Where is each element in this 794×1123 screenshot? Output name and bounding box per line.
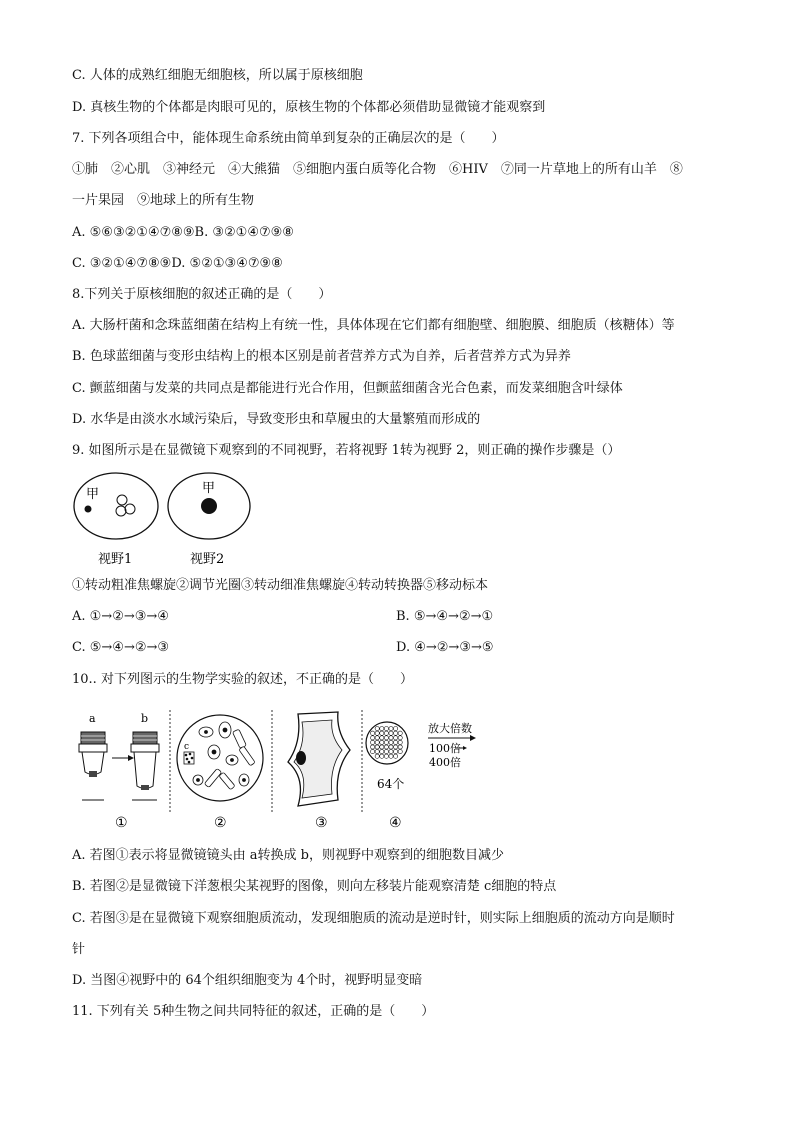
cell-c	[184, 752, 194, 764]
view-1-bubble	[117, 495, 127, 505]
question-9: 9. 如图所示是在显微镜下观察到的不同视野，若将视野 1转为视野 2，则正确的操作步骤是（）	[72, 443, 621, 458]
question-8-option-b: B. 色球蓝细菌与变形虫结构上的根本区别是前者营养方式为自养，后者营养方式为异养	[72, 349, 571, 364]
tissue-cell	[380, 754, 384, 758]
tissue-cell	[371, 736, 375, 740]
question-7-items-2: 一片果园 ⑨地球上的所有生物	[72, 193, 255, 208]
view-1-jia-label: 甲	[86, 487, 100, 502]
tissue-cell	[375, 750, 379, 754]
tissue-cell	[398, 731, 402, 735]
tissue-cell	[398, 750, 402, 754]
tissue-cell	[375, 736, 379, 740]
question-9-figure	[70, 470, 260, 570]
figure-number-1: ①	[115, 815, 128, 831]
tissue-cell	[389, 745, 393, 749]
question-10-figure	[72, 708, 482, 834]
tissue-cell	[394, 731, 398, 735]
magnification-400x: 400倍	[429, 756, 461, 769]
question-7-options-cd: C. ③②①④⑦⑧⑨D. ⑤②①③④⑦⑨⑧	[72, 256, 283, 271]
tissue-cell	[394, 754, 398, 758]
magnification-arrow-head	[470, 735, 476, 741]
question-8-option-c: C. 颤蓝细菌与发菜的共同点是都能进行光合作用，但颤蓝细菌含光合色素，而发菜细胞含叶绿体	[72, 381, 623, 396]
view-1-caption: 视野1	[98, 552, 133, 567]
tissue-cell	[398, 736, 402, 740]
question-10-option-c-cont: 针	[72, 942, 86, 957]
tissue-cell	[394, 745, 398, 749]
question-8: 8.下列关于原核细胞的叙述正确的是（ ）	[72, 287, 332, 302]
tissue-cell	[389, 727, 393, 731]
view-1-bubble	[125, 504, 135, 514]
cell-c-label: c	[184, 742, 190, 752]
plant-cell-nucleus	[296, 751, 306, 765]
tissue-cell	[380, 745, 384, 749]
tissue-cell	[375, 727, 379, 731]
tissue-cell	[389, 731, 393, 735]
lens-b-label: b	[141, 712, 149, 725]
question-8-option-a: A. 大肠杆菌和念珠蓝细菌在结构上有统一性，具体体现在它们都有细胞壁、细胞膜、细胞质（核糖体）等	[72, 318, 675, 333]
figure-number-4: ④	[389, 815, 402, 831]
lens-a-label: a	[89, 712, 96, 725]
question-7-items-1: ①肺 ②心肌 ③神经元 ④大熊猫 ⑤细胞内蛋白质等化合物 ⑥HIV ⑦同一片草地上的所有山羊 ⑧	[72, 162, 683, 177]
option-c-prev: C. 人体的成熟红细胞无细胞核，所以属于原核细胞	[72, 68, 363, 83]
magnification-arrow-small-head	[463, 746, 467, 750]
tissue-cell	[375, 754, 379, 758]
objective-lens-a	[79, 732, 107, 777]
question-10: 10.. 对下列图示的生物学实验的叙述，不正确的是（ ）	[72, 672, 413, 687]
tissue-cell	[371, 740, 375, 744]
figure-number-2: ②	[214, 815, 227, 831]
figure-number-3: ③	[315, 815, 328, 831]
tissue-cell	[389, 736, 393, 740]
tissue-cell	[384, 740, 388, 744]
question-7-options-ab: A. ⑤⑥③②①④⑦⑧⑨B. ③②①④⑦⑨⑧	[72, 225, 294, 240]
view-1-small-cell	[85, 506, 92, 513]
tissue-cell	[389, 740, 393, 744]
view-1-bubble	[116, 506, 126, 516]
magnification-100x: 100倍	[429, 742, 461, 755]
tissue-cell	[380, 736, 384, 740]
tissue-cell	[384, 745, 388, 749]
tissue-cell	[380, 750, 384, 754]
tissue-cell	[389, 754, 393, 758]
tissue-cell	[380, 740, 384, 744]
question-10-option-c: C. 若图③是在显微镜下观察细胞质流动，发现细胞质的流动是逆时针，则实际上细胞质的流动方向是顺时	[72, 911, 675, 926]
objective-lens-b	[131, 732, 159, 790]
tissue-cell	[394, 750, 398, 754]
cell-count-label: 64个	[377, 777, 405, 791]
question-8-option-d: D. 水华是由淡水水域污染后，导致变形虫和草履虫的大量繁殖而形成的	[72, 412, 481, 427]
tissue-cell	[371, 745, 375, 749]
tissue-cell	[394, 740, 398, 744]
question-10-option-d: D. 当图④视野中的 64个组织细胞变为 4个时，视野明显变暗	[72, 973, 423, 988]
tissue-cell	[380, 731, 384, 735]
question-9-option-a: A. ①→②→③→④	[72, 609, 169, 624]
tissue-cell	[384, 750, 388, 754]
tissue-cell	[398, 745, 402, 749]
question-9-option-c: C. ⑤→④→②→③	[72, 640, 170, 655]
tissue-cell	[371, 750, 375, 754]
tissue-cell	[384, 754, 388, 758]
question-10-option-b: B. 若图②是显微镜下洋葱根尖某视野的图像，则向左移装片能观察清楚 c细胞的特点	[72, 879, 557, 894]
tissue-cell	[380, 727, 384, 731]
question-7: 7. 下列各项组合中，能体现生命系统由简单到复杂的正确层次的是（ ）	[72, 131, 505, 146]
question-11: 11. 下列有关 5种生物之间共同特征的叙述，正确的是（ ）	[72, 1004, 435, 1019]
tissue-cell	[389, 750, 393, 754]
view-2-large-cell	[201, 498, 217, 514]
tissue-cell	[394, 736, 398, 740]
question-9-steps: ①转动粗准焦螺旋②调节光圈③转动细准焦螺旋④转动转换器⑤移动标本	[72, 578, 489, 593]
tissue-cell	[375, 731, 379, 735]
tissue-cell	[384, 731, 388, 735]
view-2-caption: 视野2	[190, 552, 225, 567]
tissue-cell	[375, 740, 379, 744]
question-9-option-b: B. ⑤→④→②→①	[396, 609, 494, 624]
question-9-option-d: D. ④→②→③→⑤	[396, 640, 494, 655]
switch-arrow-head	[128, 755, 134, 761]
tissue-cell	[398, 740, 402, 744]
tissue-cell	[394, 727, 398, 731]
option-d-prev: D. 真核生物的个体都是肉眼可见的，原核生物的个体都必须借助显微镜才能观察到	[72, 100, 546, 115]
view-2-jia-label: 甲	[202, 481, 216, 496]
tissue-cell	[384, 727, 388, 731]
question-10-option-a: A. 若图①表示将显微镜镜头由 a转换成 b，则视野中观察到的细胞数目减少	[72, 848, 504, 863]
tissue-cell	[384, 736, 388, 740]
tissue-cell	[375, 745, 379, 749]
magnification-label: 放大倍数	[428, 722, 472, 735]
tissue-cell	[371, 731, 375, 735]
